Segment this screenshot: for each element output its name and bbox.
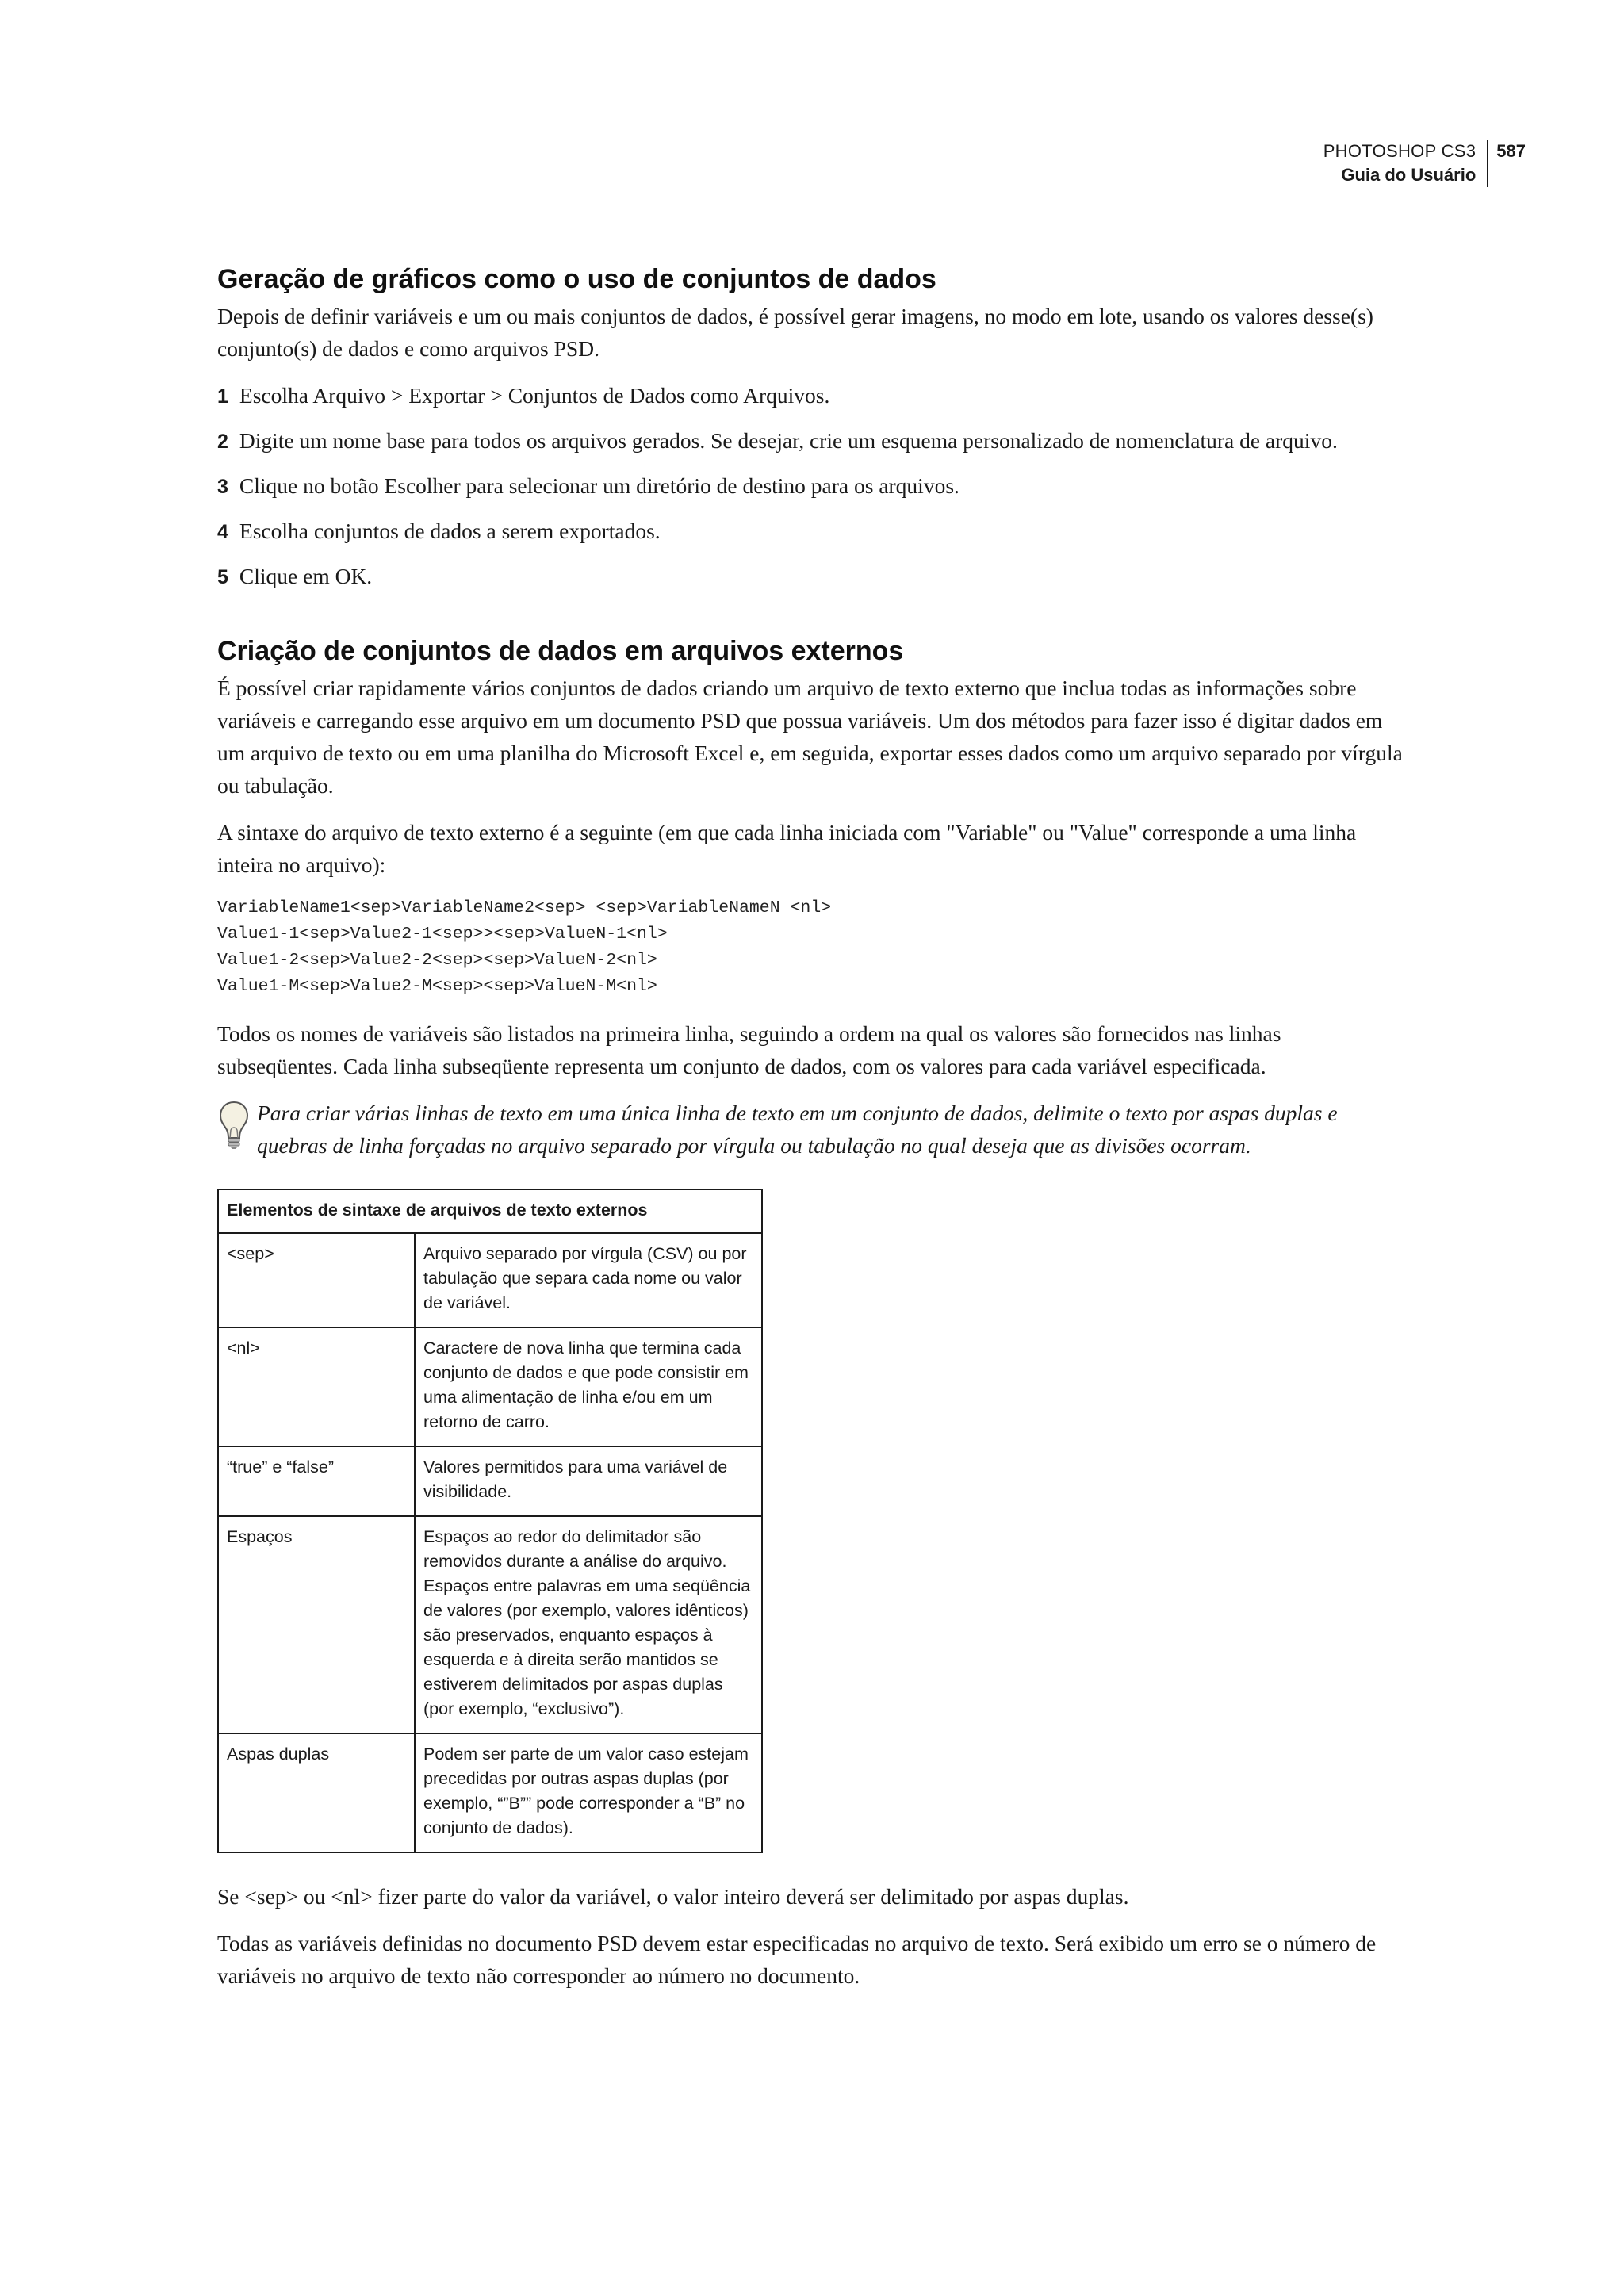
steps-list (217, 379, 1403, 594)
page-content (217, 262, 1403, 2006)
body-paragraph: Todos os nomes de variáveis são listados na primeira linha, seguindo a ordem na qual os valores são fornecidos nas linhas subseqüentes. Cada linha subseqüente representa um conjunto de dados, com os valores para cada variável especificada. (217, 1021, 1281, 1078)
section-title: Criação de conjuntos de dados em arquivos externos (217, 636, 904, 666)
body-paragraph: A sintaxe do arquivo de texto externo é a seguinte (em que cada linha iniciada com "Variable" ou "Value" corresponde a uma linha inteira no arquivo): (217, 820, 1357, 877)
step-number: 3 (217, 476, 228, 498)
step-number: 4 (217, 521, 228, 543)
description-cell: Espaços ao redor do delimitador são removidos durante a análise do arquivo. Espaços entre palavras em uma seqüência de valores (por exemplo, valores idênticos) são preservados, enquanto espaços à esquerda e à direita serão mantidos se estiverem delimitados por aspas duplas (por exemplo, “exclusivo”). (415, 1516, 762, 1733)
table-row (218, 1446, 762, 1516)
syntax-table (217, 1189, 763, 1853)
section-generate-graphics (217, 262, 1403, 594)
step-text: Escolha Arquivo > Exportar > Conjuntos de Dados como Arquivos. (239, 383, 830, 408)
step-item (217, 379, 1403, 413)
tip-text: Para criar várias linhas de texto em uma única linha de texto em um conjunto de dados, delimite o texto por aspas duplas e quebras de linha forçadas no arquivo separado por vírgula ou tabulação no qual deseja que as divisões ocorram. (257, 1101, 1338, 1158)
step-number: 5 (217, 566, 228, 588)
tip-note (217, 1097, 1403, 1162)
lightbulb-icon (217, 1100, 251, 1151)
code-line: Value1-1<sep>Value2-1<sep>><sep>ValueN-1<nl> (217, 925, 668, 944)
table-row (218, 1327, 762, 1446)
term-cell: Aspas duplas (218, 1733, 415, 1852)
code-line: Value1-2<sep>Value2-2<sep><sep>ValueN-2<nl> (217, 951, 657, 970)
intro-paragraph: Depois de definir variáveis e um ou mais conjuntos de dados, é possível gerar imagens, no modo em lote, usando os valores desse(s) conjunto(s) de dados e como arquivos PSD. (217, 304, 1373, 361)
table-header-row (218, 1189, 762, 1233)
running-header (1323, 140, 1526, 187)
section-title: Geração de gráficos como o uso de conjuntos de dados (217, 264, 936, 294)
term-cell: “true” e “false” (218, 1446, 415, 1516)
term-cell: <nl> (218, 1327, 415, 1446)
step-text: Clique no botão Escolher para selecionar um diretório de destino para os arquivos. (239, 473, 959, 498)
page-number: 587 (1496, 141, 1526, 161)
description-cell: Podem ser parte de um valor caso estejam precedidas por outras aspas duplas (por exemplo, “”B”” pode corresponder a “B” no conjunto de dados). (415, 1733, 762, 1852)
step-number: 1 (217, 385, 228, 408)
product-name: PHOTOSHOP CS3 (1323, 141, 1477, 161)
table-row (218, 1516, 762, 1733)
step-text: Clique em OK. (239, 564, 373, 588)
term-cell: <sep> (218, 1233, 415, 1327)
table-header: Elementos de sintaxe de arquivos de texto externos (218, 1189, 762, 1233)
running-header-text (1323, 140, 1489, 187)
step-text: Digite um nome base para todos os arquivos gerados. Se desejar, crie um esquema personalizado de nomenclatura de arquivo. (239, 428, 1338, 453)
step-text: Escolha conjuntos de dados a serem exportados. (239, 519, 661, 543)
description-cell: Arquivo separado por vírgula (CSV) ou por tabulação que separa cada nome ou valor de variável. (415, 1233, 762, 1327)
step-item (217, 515, 1403, 549)
term-cell: Espaços (218, 1516, 415, 1733)
code-line: VariableName1<sep>VariableName2<sep> <sep>VariableNameN <nl> (217, 898, 832, 917)
body-paragraph: Se <sep> ou <nl> fizer parte do valor da variável, o valor inteiro deverá ser delimitado por aspas duplas. (217, 1884, 1129, 1909)
body-paragraph: Todas as variáveis definidas no documento PSD devem estar especificadas no arquivo de texto. Será exibido um erro se o número de variáveis no arquivo de texto não corresponder ao número no documento. (217, 1931, 1377, 1988)
code-line: Value1-M<sep>Value2-M<sep><sep>ValueN-M<nl> (217, 977, 657, 996)
step-item (217, 469, 1403, 504)
body-paragraph: É possível criar rapidamente vários conjuntos de dados criando um arquivo de texto externo que inclua todas as informações sobre variáveis e carregando esse arquivo em um documento PSD que possua variáveis. Um dos métodos para fazer isso é digitar dados em um arquivo de texto ou em uma planilha do Microsoft Excel e, em seguida, exportar esses dados como um arquivo separado por vírgula ou tabulação. (217, 676, 1403, 798)
description-cell: Valores permitidos para uma variável de visibilidade. (415, 1446, 762, 1516)
guide-name: Guia do Usuário (1341, 165, 1477, 185)
table-row (218, 1233, 762, 1327)
description-cell: Caractere de nova linha que termina cada conjunto de dados e que pode consistir em uma alimentação de linha e/ou em um retorno de carro. (415, 1327, 762, 1446)
section-external-datasets (217, 634, 1403, 1992)
step-item (217, 560, 1403, 594)
step-item (217, 424, 1403, 458)
step-number: 2 (217, 431, 228, 453)
code-block (217, 895, 1403, 1000)
table-row (218, 1733, 762, 1852)
